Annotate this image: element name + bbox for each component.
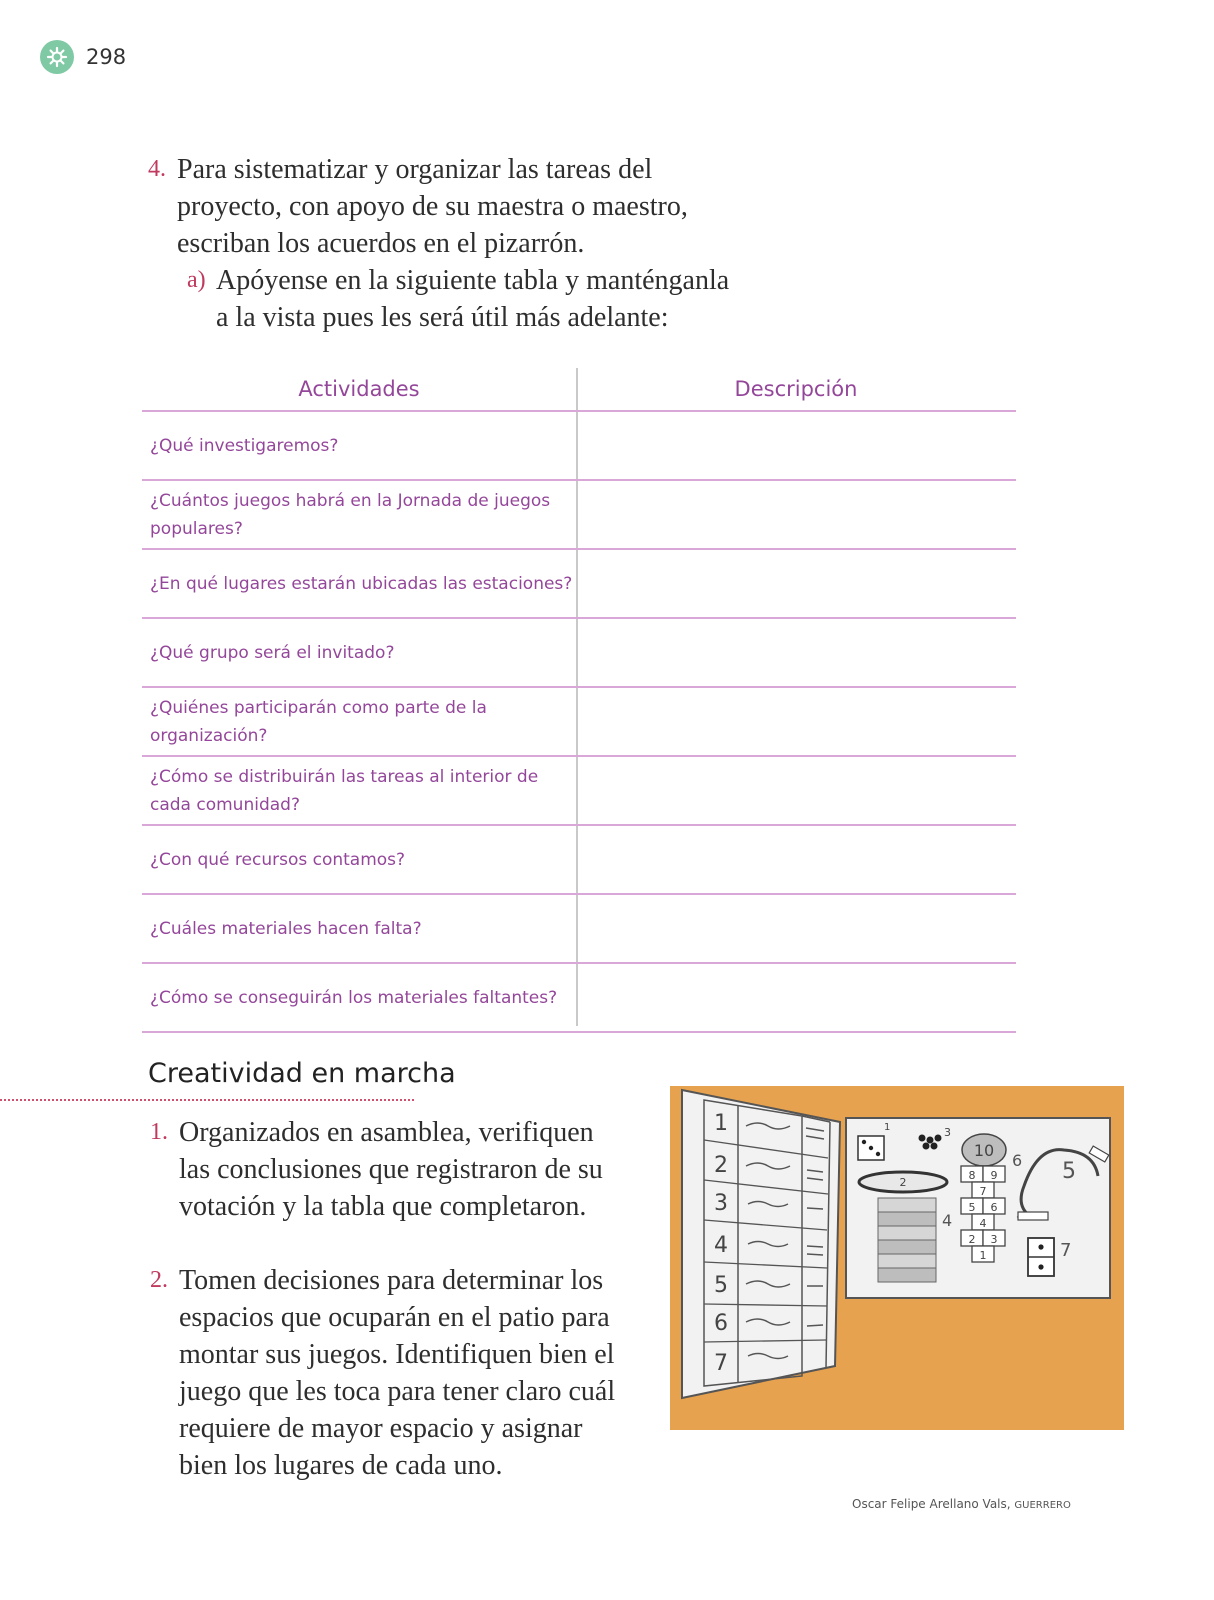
activities-table	[142, 368, 1016, 1033]
board-number: 2	[714, 1153, 728, 1178]
credit-name: Oscar Felipe Arellano Vals,	[852, 1497, 1015, 1511]
table-row	[142, 826, 1016, 895]
description-cell[interactable]	[576, 412, 1016, 479]
sub-instruction-text: Apóyense en la siguiente tabla y manténganla a la vista pues les será útil más adelante:	[216, 265, 730, 333]
board-number: 3	[714, 1191, 728, 1216]
table-row	[142, 964, 1016, 1033]
hopscotch-number: 4	[979, 1217, 987, 1230]
page-header	[40, 40, 126, 74]
board-number: 7	[714, 1351, 728, 1376]
instruction-number: 4.	[148, 156, 166, 182]
gear-flower-icon	[40, 40, 74, 74]
illustration-credit	[852, 1497, 1071, 1511]
label-rope: 5	[1062, 1159, 1076, 1184]
label-marbles: 3	[944, 1126, 951, 1139]
table-row	[142, 481, 1016, 550]
hopscotch-number: 8	[968, 1169, 976, 1182]
activity-cell: ¿Con qué recursos contamos?	[150, 849, 406, 870]
description-cell[interactable]	[576, 826, 1016, 893]
label-jenga: 4	[942, 1211, 953, 1230]
section-divider	[0, 1099, 414, 1101]
games-board-illustration	[670, 1086, 1124, 1430]
description-cell[interactable]	[576, 481, 1016, 548]
hopscotch-number: 10	[973, 1141, 995, 1160]
table-row	[142, 412, 1016, 481]
activity-cell: ¿Cuáles materiales hacen falta?	[150, 918, 422, 939]
label-ring: 2	[899, 1176, 907, 1189]
board-number: 1	[714, 1111, 728, 1136]
page-number: 298	[86, 45, 127, 69]
table-row	[142, 757, 1016, 826]
item-text: Tomen decisiones para determinar los espacios que ocuparán en el patio para montar sus juegos. Identifiquen bien el juego que les toca para tener claro cuál requiere de mayor espacio y asignar bien los lugares de cada uno.	[179, 1265, 616, 1481]
description-cell[interactable]	[576, 550, 1016, 617]
item-text: Organizados en asamblea, verifiquen las conclusiones que registraron de su votación y la tabla que completaron.	[179, 1117, 603, 1222]
hopscotch-number: 7	[979, 1185, 987, 1198]
table-row	[142, 619, 1016, 688]
hopscotch-number: 5	[968, 1201, 976, 1214]
instruction-text: Para sistematizar y organizar las tareas del proyecto, con apoyo de su maestra o maestro, escriban los acuerdos en el pizarrón.	[177, 154, 688, 259]
board-number: 4	[714, 1233, 728, 1258]
table-row	[142, 688, 1016, 757]
item-number: 1.	[150, 1119, 168, 1145]
header-activities: Actividades	[298, 377, 420, 401]
instruction-4	[148, 151, 728, 262]
section-item-2	[150, 1262, 620, 1484]
hopscotch-number: 1	[979, 1249, 987, 1262]
activity-cell: ¿En qué lugares estarán ubicadas las estaciones?	[150, 573, 573, 594]
item-number: 2.	[150, 1267, 168, 1293]
instruction-4a	[187, 262, 747, 336]
hopscotch-number: 2	[968, 1233, 976, 1246]
table-row	[142, 550, 1016, 619]
section-item-1	[150, 1114, 610, 1225]
header-description: Descripción	[734, 377, 858, 401]
credit-place: GUERRERO	[1014, 1500, 1071, 1511]
board-number: 5	[714, 1273, 728, 1298]
activity-cell: ¿Qué grupo será el invitado?	[150, 642, 395, 663]
section-title: Creatividad en marcha	[148, 1058, 456, 1089]
activity-cell: ¿Cuántos juegos habrá en la Jornada de juegos populares?	[150, 490, 551, 539]
board-number: 6	[714, 1311, 728, 1336]
activity-cell: ¿Qué investigaremos?	[150, 435, 339, 456]
description-cell[interactable]	[576, 688, 1016, 755]
description-cell[interactable]	[576, 964, 1016, 1031]
description-cell[interactable]	[576, 619, 1016, 686]
description-cell[interactable]	[576, 757, 1016, 824]
description-cell[interactable]	[576, 895, 1016, 962]
table-row	[142, 895, 1016, 964]
sub-marker: a)	[187, 267, 206, 293]
label-domino: 7	[1060, 1240, 1072, 1261]
hopscotch-number: 6	[990, 1201, 998, 1214]
label-hopscotch: 6	[1012, 1151, 1023, 1170]
hopscotch-number: 9	[990, 1169, 998, 1182]
activity-cell: ¿Cómo se conseguirán los materiales faltantes?	[150, 987, 558, 1008]
activity-cell: ¿Cómo se distribuirán las tareas al interior de cada comunidad?	[150, 766, 539, 815]
table-header	[142, 368, 1016, 412]
label-dice: 1	[884, 1122, 891, 1133]
activity-cell: ¿Quiénes participarán como parte de la organización?	[150, 697, 487, 746]
hopscotch-number: 3	[990, 1233, 998, 1246]
